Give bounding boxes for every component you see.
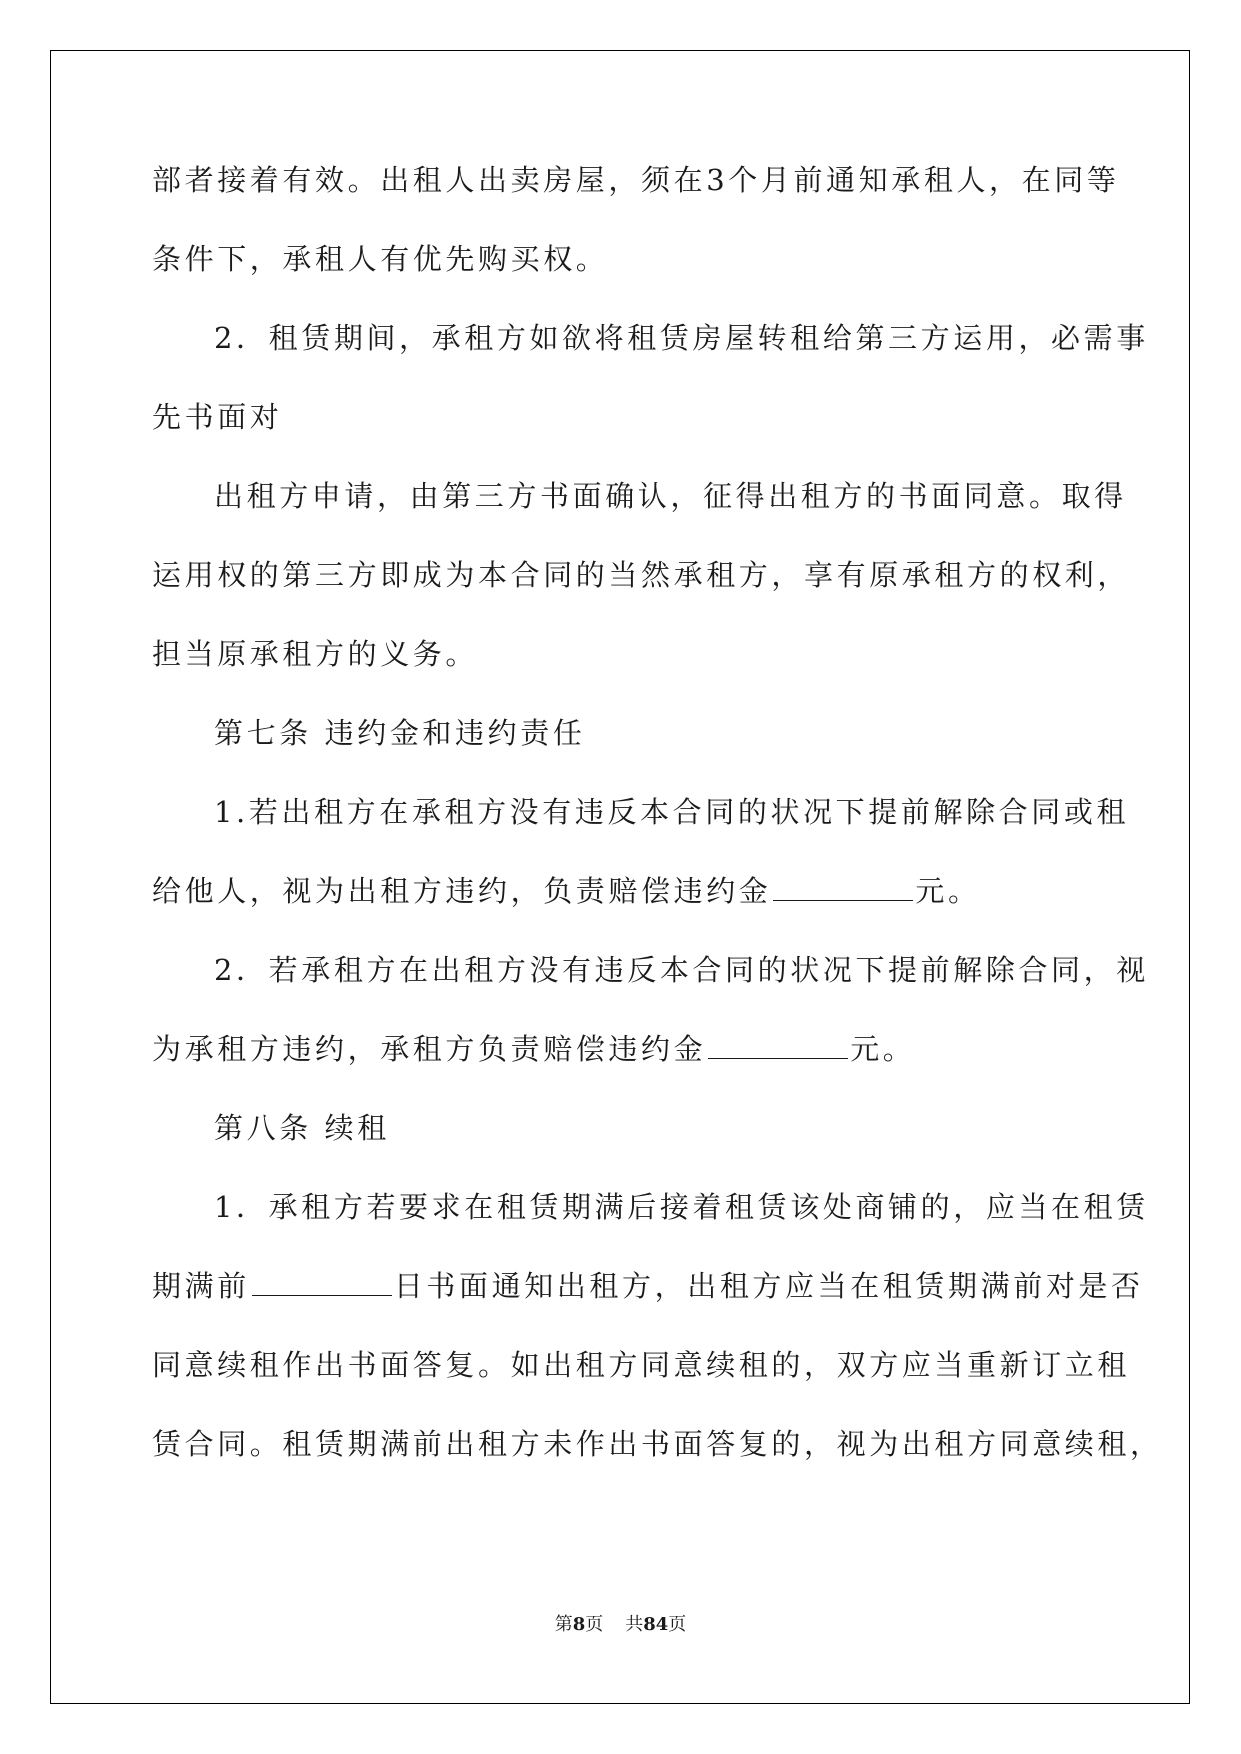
fill-in-blank[interactable] <box>773 876 913 901</box>
paragraph-line: 出租方申请，由第三方书面确认，征得出租方的书面同意。取得 <box>214 479 1127 513</box>
page-footer <box>0 1610 1241 1636</box>
page-number: 8 <box>572 1614 586 1635</box>
paragraph-line: 同意续租作出书面答复。如出租方同意续租的，双方应当重新订立租 <box>152 1348 1131 1382</box>
paragraph-line <box>152 873 1090 952</box>
line-text: 为承租方违约，承租方负责赔偿违约金 <box>152 1032 707 1066</box>
section-heading: 第八条 续租 <box>214 1111 390 1145</box>
paragraph-line: 条件下，承租人有优先购买权。 <box>152 242 609 276</box>
section-heading: 第七条 违约金和违约责任 <box>214 716 586 750</box>
total-suffix: 页 <box>668 1614 687 1635</box>
paragraph-line: 1.若出租方在承租方没有违反本合同的状况下提前解除合同或租 <box>214 795 1130 829</box>
line-text: 元。 <box>915 874 981 908</box>
paragraph-line: 部者接着有效。出租人出卖房屋，须在3个月前通知承租人，在同等 <box>152 163 1120 197</box>
total-pages: 84 <box>643 1614 669 1635</box>
line-text: 给他人，视为出租方违约，负责赔偿违约金 <box>152 874 772 908</box>
document-body <box>152 162 1163 1505</box>
fill-in-blank[interactable] <box>708 1034 848 1059</box>
line-text: 元。 <box>850 1032 916 1066</box>
paragraph-line <box>152 1268 1144 1347</box>
line-text: 期满前 <box>152 1269 250 1303</box>
paragraph-line: 2．租赁期间，承租方如欲将租赁房屋转租给第三方运用，必需事 <box>214 321 1149 355</box>
paragraph-line <box>152 1031 1090 1110</box>
paragraph-line: 赁合同。租赁期满前出租方未作出书面答复的，视为出租方同意续租， <box>152 1427 1163 1461</box>
paragraph-line: 运用权的第三方即成为本合同的当然承租方，享有原承租方的权利， <box>152 558 1131 592</box>
fill-in-blank[interactable] <box>252 1271 392 1296</box>
line-text: 日书面通知出租方，出租方应当在租赁期满前对是否 <box>393 1269 1144 1303</box>
page-prefix: 第 <box>554 1614 573 1635</box>
paragraph-line: 2．若承租方在出租方没有违反本合同的状况下提前解除合同，视 <box>214 953 1149 987</box>
total-prefix: 共 <box>625 1614 644 1635</box>
page-suffix: 页 <box>585 1614 604 1635</box>
paragraph-line: 先书面对 <box>152 400 283 434</box>
paragraph-line: 1．承租方若要求在租赁期满后接着租赁该处商铺的，应当在租赁 <box>214 1190 1149 1224</box>
paragraph-line: 担当原承租方的义务。 <box>152 637 479 671</box>
